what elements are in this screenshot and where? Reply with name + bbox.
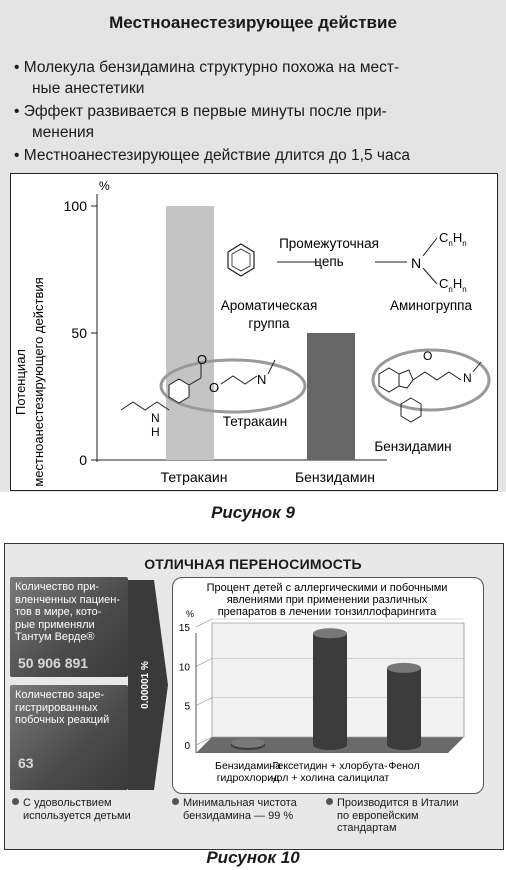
bullet-text: Местноанестезирующее действие длится до 1,5 часа — [23, 147, 410, 164]
bond-line — [423, 238, 437, 256]
footnote-item — [326, 797, 458, 835]
bullet-text-cont: ные анестетики — [32, 80, 145, 97]
y-tick-label: 5 — [184, 701, 190, 713]
footnote-item — [12, 797, 131, 822]
tetracaine-carbonyl-o: O — [197, 352, 208, 367]
chart-potential — [10, 173, 498, 491]
bullet-item — [14, 101, 494, 143]
bullet-item — [14, 57, 494, 99]
tetracaine-ester-o: O — [209, 380, 220, 395]
stat-label-line: гистрированных — [15, 701, 98, 714]
stat-label-line: побочных реакций — [15, 714, 110, 726]
chart-allergy-title: явлениями при применении различных — [226, 594, 428, 606]
bar-tetracaine — [166, 206, 214, 460]
stat-value-reactions: 63 — [18, 755, 34, 771]
stat-value-patients: 50 906 891 — [18, 655, 89, 671]
cylinder-bar — [313, 628, 347, 750]
x-tick-label: гидрохлорид — [216, 772, 280, 784]
bullet-dot: • — [14, 59, 20, 76]
alkyl-group-lower: $C_nH_n$ — [439, 276, 467, 294]
alkyl-group-upper: $C_nH_n$ — [439, 230, 467, 248]
x-tick-label: Гексетидин + хлорбута- — [272, 760, 388, 772]
cylinder-base — [313, 740, 347, 750]
y-axis-label: Потенциал — [13, 348, 28, 416]
figure-9-caption: Рисунок 9 — [211, 503, 295, 522]
footnote-text: Минимальная чистота — [183, 797, 297, 809]
footnote-text: Производится в Италии — [337, 797, 459, 809]
benzydamine-pyrazole-icon — [399, 370, 413, 388]
x-tick-label: Тетракаин — [160, 469, 228, 485]
arrow-ratio-value: 0.00001 % — [140, 661, 151, 709]
stat-label-line: тов в мире, кото- — [15, 606, 102, 618]
x-tick-label: Бензидамина — [215, 760, 281, 772]
y-tick-label: 50 — [71, 325, 87, 341]
tetracaine-structure-label: Тетракаин — [222, 414, 288, 429]
y-tick-label: 15 — [178, 623, 190, 634]
grid-line — [196, 698, 212, 706]
footnote-text: используется детьми — [23, 809, 131, 822]
tetracaine-nh-h: H — [151, 425, 160, 439]
tetracaine-amine-n: N — [257, 372, 267, 387]
footnote-bullet — [326, 798, 333, 805]
arrow-ratio — [128, 580, 168, 790]
figure-10-caption: Рисунок 10 — [206, 848, 300, 867]
intermediate-chain-label: Промежуточная — [279, 236, 379, 251]
cylinder-top — [231, 738, 265, 748]
stat-label-patients — [15, 581, 125, 644]
cylinder-bar — [387, 663, 421, 750]
figure-9-title: Местноанестезирующее действие — [109, 13, 397, 32]
y-tick-label: 0 — [79, 452, 87, 468]
benzydamine-structure-label: Бензидамин — [374, 439, 452, 454]
tetracaine-butyl-chain — [121, 402, 169, 410]
grid-line — [196, 658, 212, 666]
stat-box-reactions — [10, 685, 128, 790]
bullet-item — [14, 145, 494, 166]
benzydamine-o: O — [423, 349, 433, 363]
y-axis-label: местноанестезирующего действия — [31, 277, 46, 487]
stat-label-line: Тантум Верде® — [15, 631, 95, 643]
chart-allergy-title: Процент детей с аллергическими и побочными — [206, 582, 448, 594]
chart-allergy-title: препаратов в лечении тонзиллофарингита — [217, 606, 437, 618]
aromatic-group-label: Ароматическая — [220, 298, 318, 313]
x-tick-label: Фенол — [388, 760, 420, 772]
amino-group-label: Аминогруппа — [390, 298, 472, 313]
footnote-bullet — [12, 798, 19, 805]
bullet-text: Эффект развивается в первые минуты после при- — [23, 103, 387, 120]
bullet-dot: • — [14, 103, 20, 120]
footnote-text: стандартам — [337, 822, 397, 834]
bar-benzydamine — [307, 333, 355, 460]
chart-potential-svg — [11, 174, 497, 490]
intermediate-chain-label: цепь — [314, 254, 344, 269]
bullet-text: Молекула бензидамина структурно похожа на мест- — [23, 59, 400, 76]
stat-label-line: рые применяли — [15, 618, 95, 631]
bond-line — [423, 268, 437, 284]
stat-label-line: Количество заре- — [15, 689, 105, 701]
cylinder-base — [387, 740, 421, 750]
y-tick-label: 10 — [178, 662, 190, 674]
footnote-text: С удовольствием — [23, 797, 112, 809]
aromatic-group-label: группа — [248, 316, 290, 331]
footnote-text: бензидамина — 99 % — [183, 809, 294, 822]
tetracaine-nh-n: N — [151, 411, 160, 425]
benzydamine-chain — [413, 372, 461, 380]
cylinder-bar — [231, 738, 265, 750]
footnote-bullet — [172, 798, 179, 805]
bond-line — [473, 362, 481, 372]
stat-label-line: вленченных пациен- — [15, 593, 121, 606]
benzydamine-ring-icon — [379, 368, 399, 392]
grid-line — [196, 619, 212, 627]
figure-10-title: ОТЛИЧНАЯ ПЕРЕНОСИМОСТЬ — [144, 556, 362, 572]
benzydamine-n: N — [463, 371, 472, 385]
y-unit: % — [99, 179, 110, 193]
footnote-item — [172, 797, 297, 822]
stat-box-patients — [10, 577, 128, 677]
cylinder-top — [313, 628, 347, 638]
cylinder-body — [313, 633, 347, 745]
x-tick-label: нол + холина салицилат — [270, 772, 390, 784]
bullet-dot: • — [14, 147, 20, 164]
benzene-inner-icon — [232, 249, 250, 271]
y-tick-label: 100 — [63, 198, 87, 214]
footnote-text: по европейским — [337, 809, 419, 822]
amino-n-atom: N — [411, 255, 422, 271]
cylinder-top — [387, 663, 421, 673]
tetracaine-chain — [221, 376, 257, 384]
y-unit: % — [186, 609, 195, 619]
y-tick-label: 0 — [184, 741, 190, 752]
chart-allergy — [172, 577, 482, 792]
bullet-text-cont: менения — [32, 124, 95, 141]
stat-label-reactions — [15, 689, 125, 727]
x-tick-label: Бензидамин — [294, 469, 376, 485]
cylinder-body — [387, 668, 421, 745]
stat-label-line: Количество при- — [15, 581, 100, 593]
